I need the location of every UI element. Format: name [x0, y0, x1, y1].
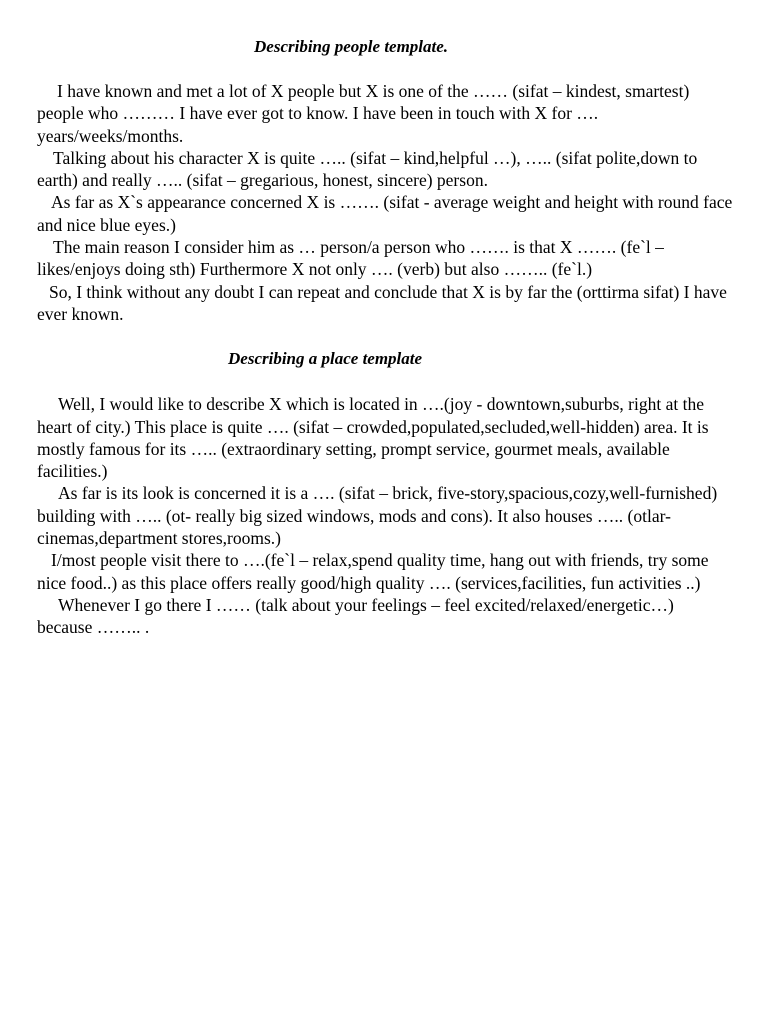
document-page [37, 36, 733, 639]
people-paragraph-intro: I have known and met a lot of X people but X is one of the …… (sifat – kindest, smartest) people who ……… I have ever got to know. I have been in touch with X for …. years/weeks/months. [37, 81, 690, 146]
people-paragraph-conclusion: So, I think without any doubt I can repeat and conclude that X is by far the (orttirma sifat) I have ever known. [37, 281, 727, 324]
people-paragraph-reason: The main reason I consider him as … person/a person who ……. is that X ……. (fe`l – likes/enjoys doing sth) Furthermore X not only …. (verb) but also …….. (fe`l.) [37, 237, 664, 280]
spacer [37, 370, 733, 393]
place-template-title: Describing a place template [228, 349, 423, 369]
place-paragraph-location: Well, I would like to describe X which is located in ….(joy - downtown,suburbs, right at the heart of city.) This place is quite …. (sifat – crowded,populated,secluded,well-hidden) area. It is mostly famous for its ….. (extraordinary setting, prompt service, gourmet meals, available facilities.) [37, 394, 709, 482]
people-paragraph-appearance: As far as X`s appearance concerned X is ……. (sifat - average weight and height with round face and nice blue eyes.) [37, 192, 733, 235]
spacer [37, 325, 733, 348]
people-paragraph-character: Talking about his character X is quite ….. (sifat – kind,helpful …), ….. (sifat polite,down to earth) and really ….. (sifat – gregarious, honest, sincere) person. [37, 147, 698, 191]
place-paragraph-feelings: Whenever I go there I …… (talk about your feelings – feel excited/relaxed/energetic…) because …….. . [37, 594, 674, 638]
place-paragraph-look: As far is its look is concerned it is a …. (sifat – brick, five-story,spacious,cozy,well-furnished) building with ….. (ot- really big sized windows, mods and cons). It also houses ….. (otlar- cinemas,department stores,rooms.) [37, 483, 718, 549]
spacer [37, 58, 733, 80]
place-paragraph-visit: I/most people visit there to ….(fe`l – relax,spend quality time, hang out with friends, try some nice food..) as this place offers really good/high quality …. (services,facilities, fun activities ..) [37, 550, 709, 593]
people-template-title: Describing people template. [254, 37, 449, 56]
